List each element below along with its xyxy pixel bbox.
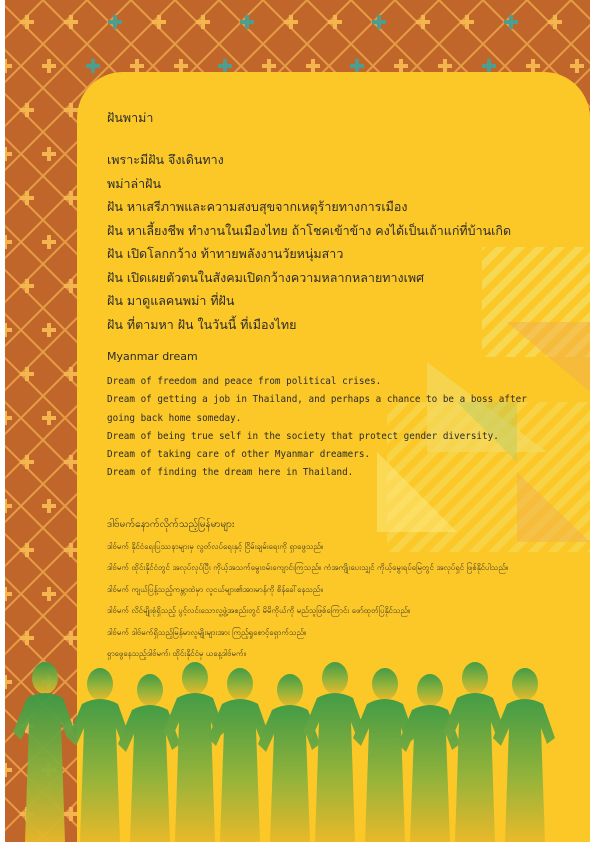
cross-motif bbox=[64, 367, 78, 381]
dancing-people-silhouettes bbox=[5, 650, 590, 842]
cross-motif bbox=[64, 279, 78, 293]
cross-motif bbox=[262, 59, 276, 73]
dancer-silhouette bbox=[163, 662, 225, 842]
burmese-line: ဒါဗ်မက် နိုင်ငံရေးပြဿနာများမှ လွတ်လပ်ရေးနှင့် ငြိမ်းချမ်းရေးကို ရှာဖွေသည်။ bbox=[107, 541, 324, 551]
cross-motif bbox=[20, 367, 34, 381]
cross-motif bbox=[5, 147, 12, 161]
cross-motif bbox=[64, 455, 78, 469]
dancer-silhouette bbox=[303, 662, 365, 842]
cross-motif bbox=[64, 631, 78, 645]
cross-motif bbox=[240, 15, 254, 29]
cross-motif bbox=[64, 543, 78, 557]
cross-motif bbox=[5, 587, 12, 601]
cross-motif bbox=[416, 15, 430, 29]
cross-motif bbox=[350, 59, 364, 73]
cross-motif bbox=[42, 499, 56, 513]
cross-motif bbox=[5, 235, 12, 249]
cross-motif bbox=[328, 15, 342, 29]
burmese-line: ရှာဖွေနေသည့်ဒါဗ်မက်၊ ထိုင်းနိုင်ငံမှ ယနေ့ဒါဗ်မက်။ bbox=[107, 649, 246, 659]
cross-motif bbox=[5, 323, 12, 337]
english-line: Dream of being true self in the society that protect gender diversity. bbox=[107, 430, 499, 442]
cross-motif bbox=[196, 15, 210, 29]
cross-motif bbox=[108, 15, 122, 29]
cross-motif bbox=[64, 191, 78, 205]
cross-motif bbox=[20, 279, 34, 293]
english-line: Dream of getting a job in Thailand, and perhaps a chance to be a boss after bbox=[107, 394, 527, 406]
dancer-silhouette bbox=[493, 668, 555, 842]
dancer-silhouette bbox=[208, 668, 270, 842]
thai-line: ฝัน หาเสรีภาพและความสงบสุขจากเหตุร้ายทางการเมือง bbox=[107, 199, 408, 214]
thai-line: ฝัน ที่ตามหา ฝัน ในวันนี้ ที่เมืองไทย bbox=[107, 316, 297, 332]
cross-motif bbox=[130, 59, 144, 73]
cross-motif bbox=[42, 235, 56, 249]
thai-title: ฝันพาม่า bbox=[107, 110, 154, 125]
burmese-poem bbox=[107, 541, 547, 661]
cross-motif bbox=[20, 543, 34, 557]
burmese-line: ဒါဗ်မက် လိင်မျိုးစုံရှိသည့် ပွင့်လင်းသောလူ့ဖွဲ့အစည်းတွင် မိမိကိုယ်ကို မည်သူဖြစ်ကြောင်း ဖော်ထုတ်ပြနိုင်သည်။ bbox=[107, 606, 411, 616]
thai-line: เพราะมีฝัน จึงเดินทาง bbox=[107, 152, 224, 167]
burmese-line: ဒါဗ်မက် ဒါဗ်မက်ရှိသည့်မြန်မာလူမျိုးများအား ကြည့်ရှုစောင့်ရှောက်သည်။ bbox=[107, 627, 307, 637]
cross-motif bbox=[372, 15, 386, 29]
cross-motif bbox=[504, 15, 518, 29]
cross-motif bbox=[306, 59, 320, 73]
cross-motif bbox=[570, 59, 584, 73]
cross-motif bbox=[526, 59, 540, 73]
cross-motif bbox=[42, 587, 56, 601]
dancer-silhouette bbox=[353, 668, 415, 842]
cross-motif bbox=[5, 59, 12, 73]
burmese-line: ဒါဗ်မက် ကျယ်ပြန့်သည့်ကမ္ဘာထဲမှာ လူငယ်များ၏အားမာန်ကို စိန်ခေါ်နေသည်။ bbox=[107, 584, 323, 594]
thai-line: ฝัน เปิดโลกกว้าง ท้าทายพลังงานวัยหนุ่มสาว bbox=[107, 246, 344, 261]
english-line: Dream of finding the dream here in Thailand. bbox=[107, 467, 354, 479]
thai-poem bbox=[107, 148, 547, 336]
cross-motif bbox=[460, 15, 474, 29]
cross-motif bbox=[20, 15, 34, 29]
burmese-line: ဒါဗ်မက် ထိုင်းနိုင်ငံတွင် အလုပ်လုပ်ပြီး ကိုယ့်အသက်မွေးဝမ်းကျောင်းကြသည်။ ကံအကျိုးပေးသျှင် ကိုယ့်မွေးရပ်မြေတွင် အလုပ်ရှင် ဖြစ်နိုင်ပါသည်။ bbox=[107, 563, 509, 573]
poster-page bbox=[5, 0, 590, 842]
cross-motif bbox=[5, 499, 12, 513]
english-title: Myanmar dream bbox=[107, 350, 198, 363]
cross-motif bbox=[284, 15, 298, 29]
english-line: Dream of taking care of other Myanmar dreamers. bbox=[107, 449, 371, 461]
cross-motif bbox=[42, 59, 56, 73]
thai-line: ฝัน มาดูแลคนพม่า ที่ฝัน bbox=[107, 293, 235, 308]
burmese-title: ဒါဗ်မက်နောက်လိုက်သည့်မြန်မာများ bbox=[107, 518, 235, 530]
dancer-silhouette bbox=[398, 674, 460, 842]
thai-line: พม่าล่าฝัน bbox=[107, 175, 162, 191]
dancer-silhouette bbox=[443, 662, 505, 842]
dancer-silhouette bbox=[118, 674, 180, 842]
cross-motif bbox=[20, 455, 34, 469]
cross-motif bbox=[86, 59, 100, 73]
cross-motif bbox=[394, 59, 408, 73]
dancer-silhouette bbox=[258, 674, 320, 842]
dancer-silhouette bbox=[13, 662, 75, 842]
cross-motif bbox=[20, 103, 34, 117]
english-line: going back home someday. bbox=[107, 412, 242, 424]
cross-motif bbox=[20, 191, 34, 205]
cross-motif bbox=[438, 59, 452, 73]
cross-motif bbox=[548, 15, 562, 29]
cross-motif bbox=[174, 59, 188, 73]
cross-motif bbox=[482, 59, 496, 73]
cross-motif bbox=[5, 411, 12, 425]
thai-line: ฝัน เปิดเผยตัวตนในสังคมเปิดกว้างความหลากหลายทางเพศ bbox=[107, 269, 425, 285]
dancer-silhouette bbox=[68, 668, 130, 842]
thai-line: ฝัน หาเลี้ยงชีพ ทำงานในเมืองไทย ถ้าโชคเข้าข้าง คงได้เป็นเถ้าแก่ที่บ้านเกิด bbox=[107, 222, 512, 238]
english-poem bbox=[107, 373, 547, 483]
cross-motif bbox=[42, 323, 56, 337]
cross-motif bbox=[42, 147, 56, 161]
cross-motif bbox=[218, 59, 232, 73]
text-content bbox=[107, 108, 547, 670]
cross-motif bbox=[42, 411, 56, 425]
cross-motif bbox=[64, 15, 78, 29]
cross-motif bbox=[20, 631, 34, 645]
english-line: Dream of freedom and peace from political crises. bbox=[107, 376, 382, 387]
cross-motif bbox=[64, 103, 78, 117]
cross-motif bbox=[152, 15, 166, 29]
